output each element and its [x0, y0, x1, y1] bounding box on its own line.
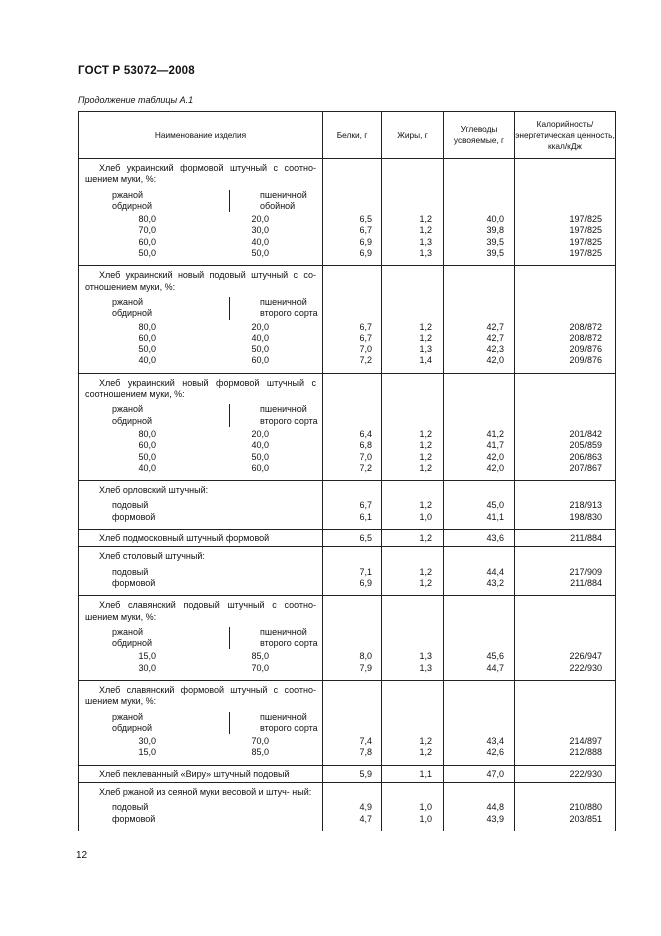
- ratio-left: 30,0: [138, 736, 156, 747]
- ratio-left: 50,0: [138, 451, 156, 462]
- carbs-cell: 42,7: [444, 333, 515, 344]
- protein-cell: 6,5: [323, 214, 382, 225]
- group-title-row: [79, 547, 616, 567]
- ratio-right: 60,0: [251, 355, 269, 366]
- fat-cell: 1,2: [382, 214, 444, 225]
- carbs-cell: 42,6: [444, 747, 515, 765]
- energy-cell: 214/897: [515, 736, 616, 747]
- fat-cell: 1,3: [382, 663, 444, 681]
- ratio-right: 20,0: [251, 214, 269, 225]
- table-row: [79, 429, 616, 440]
- ratio-left: 15,0: [138, 747, 156, 758]
- product-variant: формовой: [112, 577, 156, 588]
- fat-cell: 1,2: [382, 452, 444, 463]
- protein-cell: 6,7: [323, 225, 382, 236]
- product-variant: формовой: [112, 813, 156, 824]
- protein-cell: 6,1: [323, 512, 382, 530]
- energy-cell: 209/876: [515, 355, 616, 373]
- carbs-cell: 43,4: [444, 736, 515, 747]
- product-name: Хлеб столовый штучный:: [99, 551, 205, 562]
- ratio-left: 80,0: [138, 214, 156, 225]
- table-row: [79, 530, 616, 547]
- flour-right-label: пшеничной второго сорта: [229, 404, 318, 427]
- energy-cell: 226/947: [515, 651, 616, 662]
- table-continuation-caption: Продолжение таблицы А.1: [78, 95, 194, 105]
- protein-cell: 6,7: [323, 500, 382, 511]
- product-name: Хлеб украинский формовой штучный с соотно- шением муки, %:: [85, 163, 316, 185]
- ratio-right: 40,0: [251, 236, 269, 247]
- product-variant: формовой: [112, 511, 156, 522]
- header-carbs: Углеводы усвояемые, г: [444, 112, 515, 159]
- flour-right-label: пшеничной обойной: [229, 190, 307, 213]
- fat-cell: 1,3: [382, 651, 444, 662]
- group-title-row: [79, 481, 616, 501]
- protein-cell: 7,2: [323, 463, 382, 481]
- table-row: [79, 333, 616, 344]
- ratio-right: 50,0: [251, 248, 269, 259]
- protein-cell: 7,0: [323, 344, 382, 355]
- carbs-cell: 43,2: [444, 578, 515, 596]
- ratio-right: 50,0: [251, 344, 269, 355]
- table-row: [79, 500, 616, 511]
- flour-left-label: ржаной обдирной: [112, 711, 153, 733]
- flour-left-label: ржаной обдирной: [112, 296, 153, 319]
- fat-cell: 1,2: [382, 567, 444, 578]
- energy-cell: 197/825: [515, 237, 616, 248]
- product-variant: подовый: [112, 802, 149, 813]
- protein-cell: 6,4: [323, 429, 382, 440]
- product-name: Хлеб славянский подовый штучный с соотно- шением муки, %:: [85, 600, 316, 622]
- flour-left-label: ржаной обдирной: [112, 404, 153, 426]
- fat-cell: 1,4: [382, 355, 444, 373]
- ratio-right: 30,0: [251, 225, 269, 236]
- table-row: [79, 814, 616, 831]
- fat-cell: 1,2: [382, 747, 444, 765]
- table-body: [79, 159, 616, 831]
- fat-cell: 1,0: [382, 814, 444, 831]
- ratio-right: 20,0: [251, 428, 269, 439]
- protein-cell: 7,2: [323, 355, 382, 373]
- table-row: [79, 214, 616, 225]
- ratio-left: 80,0: [138, 321, 156, 332]
- product-variant: подовый: [112, 500, 149, 511]
- flour-left-label: ржаной обдирной: [112, 626, 153, 649]
- group-title-row: [79, 159, 616, 215]
- carbs-cell: 42,0: [444, 452, 515, 463]
- ratio-left: 15,0: [138, 651, 156, 662]
- carbs-cell: 39,5: [444, 248, 515, 266]
- carbs-cell: 47,0: [444, 765, 515, 782]
- flour-subheader: [79, 400, 322, 429]
- energy-cell: 198/830: [515, 512, 616, 530]
- energy-cell: 205/859: [515, 440, 616, 451]
- protein-cell: 4,9: [323, 802, 382, 813]
- ratio-left: 40,0: [138, 462, 156, 473]
- table-header-row: [79, 112, 616, 159]
- energy-cell: 208/872: [515, 333, 616, 344]
- table-row: [79, 747, 616, 765]
- carbs-cell: 39,5: [444, 237, 515, 248]
- carbs-cell: 39,8: [444, 225, 515, 236]
- carbs-cell: 42,7: [444, 322, 515, 333]
- table-row: [79, 802, 616, 813]
- energy-cell: 212/888: [515, 747, 616, 765]
- header-fat: Жиры, г: [382, 112, 444, 159]
- table-row: [79, 344, 616, 355]
- ratio-right: 70,0: [251, 662, 269, 673]
- fat-cell: 1,2: [382, 578, 444, 596]
- protein-cell: 6,5: [323, 530, 382, 547]
- protein-cell: 6,9: [323, 578, 382, 596]
- fat-cell: 1,0: [382, 512, 444, 530]
- ratio-left: 60,0: [138, 236, 156, 247]
- energy-cell: 222/930: [515, 663, 616, 681]
- ratio-right: 40,0: [251, 440, 269, 451]
- protein-cell: 4,7: [323, 814, 382, 831]
- fat-cell: 1,2: [382, 225, 444, 236]
- protein-cell: 5,9: [323, 765, 382, 782]
- product-name: Хлеб подмосковный штучный формовой: [99, 533, 270, 544]
- ratio-left: 40,0: [138, 355, 156, 366]
- carbs-cell: 44,7: [444, 663, 515, 681]
- energy-cell: 217/909: [515, 567, 616, 578]
- energy-cell: 197/825: [515, 214, 616, 225]
- header-energy: Калорийность/ энергетическая ценность, ккал/кДж: [515, 112, 616, 159]
- energy-cell: 211/884: [515, 530, 616, 547]
- table-row: [79, 651, 616, 662]
- flour-right-label: пшеничной второго сорта: [229, 712, 318, 735]
- table-row: [79, 567, 616, 578]
- table-row: [79, 765, 616, 782]
- energy-cell: 197/825: [515, 248, 616, 266]
- energy-cell: 209/876: [515, 344, 616, 355]
- product-name: Хлеб пеклеванный «Виру» штучный подовый: [99, 768, 290, 779]
- ratio-left: 80,0: [138, 428, 156, 439]
- protein-cell: 7,8: [323, 747, 382, 765]
- energy-cell: 210/880: [515, 802, 616, 813]
- fat-cell: 1,3: [382, 344, 444, 355]
- table-row: [79, 355, 616, 373]
- carbs-cell: 42,3: [444, 344, 515, 355]
- table-row: [79, 663, 616, 681]
- energy-cell: 201/842: [515, 429, 616, 440]
- header-name: Наименование изделия: [79, 112, 323, 159]
- carbs-cell: 42,0: [444, 463, 515, 481]
- product-name: Хлеб ржаной из сеяной муки весовой и штуч- ный:: [99, 787, 312, 798]
- energy-cell: 203/851: [515, 814, 616, 831]
- protein-cell: 6,9: [323, 237, 382, 248]
- flour-subheader: [79, 708, 322, 737]
- ratio-right: 85,0: [251, 651, 269, 662]
- table-row: [79, 512, 616, 530]
- ratio-right: 85,0: [251, 747, 269, 758]
- product-name: Хлеб украинский новый подовый штучный с со- отношением муки, %:: [85, 270, 316, 292]
- product-name: Хлеб славянский формовой штучный с соотно- шением муки, %:: [85, 684, 316, 707]
- fat-cell: 1,3: [382, 248, 444, 266]
- fat-cell: 1,2: [382, 463, 444, 481]
- ratio-left: 50,0: [138, 248, 156, 259]
- nutrition-table: [78, 111, 616, 831]
- energy-cell: 206/863: [515, 452, 616, 463]
- table-row: [79, 322, 616, 333]
- flour-subheader: [79, 186, 322, 215]
- ratio-left: 60,0: [138, 440, 156, 451]
- carbs-cell: 41,7: [444, 440, 515, 451]
- table-row: [79, 452, 616, 463]
- protein-cell: 6,7: [323, 333, 382, 344]
- table-row: [79, 225, 616, 236]
- carbs-cell: 45,6: [444, 651, 515, 662]
- fat-cell: 1,2: [382, 736, 444, 747]
- energy-cell: 222/930: [515, 765, 616, 782]
- fat-cell: 1,2: [382, 429, 444, 440]
- carbs-cell: 43,9: [444, 814, 515, 831]
- group-title-row: [79, 783, 616, 803]
- product-name: Хлеб орловский штучный:: [99, 485, 209, 496]
- fat-cell: 1,1: [382, 765, 444, 782]
- fat-cell: 1,2: [382, 333, 444, 344]
- product-name: Хлеб украинский новый формовой штучный с соотношением муки, %:: [85, 377, 316, 400]
- protein-cell: 7,9: [323, 663, 382, 681]
- protein-cell: 7,4: [323, 736, 382, 747]
- energy-cell: 207/867: [515, 463, 616, 481]
- table-row: [79, 463, 616, 481]
- flour-left-label: ржаной обдирной: [112, 189, 153, 211]
- page-number: 12: [76, 850, 88, 861]
- ratio-right: 20,0: [251, 321, 269, 332]
- flour-subheader: [79, 623, 322, 652]
- product-variant: подовый: [112, 566, 149, 577]
- flour-subheader: [79, 293, 322, 322]
- carbs-cell: 44,4: [444, 567, 515, 578]
- protein-cell: 7,1: [323, 567, 382, 578]
- table-row: [79, 736, 616, 747]
- ratio-right: 60,0: [251, 462, 269, 473]
- carbs-cell: 41,2: [444, 429, 515, 440]
- flour-right-label: пшеничной второго сорта: [229, 627, 318, 650]
- carbs-cell: 44,8: [444, 802, 515, 813]
- ratio-right: 70,0: [251, 736, 269, 747]
- protein-cell: 7,0: [323, 452, 382, 463]
- protein-cell: 6,9: [323, 248, 382, 266]
- group-title-row: [79, 596, 616, 652]
- ratio-right: 50,0: [251, 451, 269, 462]
- group-title-row: [79, 680, 616, 736]
- table-row: [79, 578, 616, 596]
- fat-cell: 1,2: [382, 440, 444, 451]
- table-row: [79, 440, 616, 451]
- ratio-left: 60,0: [138, 332, 156, 343]
- table-row: [79, 237, 616, 248]
- fat-cell: 1,0: [382, 802, 444, 813]
- ratio-left: 70,0: [138, 225, 156, 236]
- energy-cell: 208/872: [515, 322, 616, 333]
- energy-cell: 211/884: [515, 578, 616, 596]
- group-title-row: [79, 266, 616, 322]
- ratio-left: 50,0: [138, 344, 156, 355]
- fat-cell: 1,2: [382, 530, 444, 547]
- protein-cell: 8,0: [323, 651, 382, 662]
- carbs-cell: 45,0: [444, 500, 515, 511]
- header-protein: Белки, г: [323, 112, 382, 159]
- table-row: [79, 248, 616, 266]
- protein-cell: 6,7: [323, 322, 382, 333]
- flour-right-label: пшеничной второго сорта: [229, 297, 318, 320]
- energy-cell: 197/825: [515, 225, 616, 236]
- ratio-right: 40,0: [251, 332, 269, 343]
- document-header: ГОСТ Р 53072—2008: [78, 65, 195, 77]
- energy-cell: 218/913: [515, 500, 616, 511]
- fat-cell: 1,2: [382, 322, 444, 333]
- carbs-cell: 42,0: [444, 355, 515, 373]
- carbs-cell: 41,1: [444, 512, 515, 530]
- fat-cell: 1,3: [382, 237, 444, 248]
- fat-cell: 1,2: [382, 500, 444, 511]
- carbs-cell: 43,6: [444, 530, 515, 547]
- ratio-left: 30,0: [138, 662, 156, 673]
- carbs-cell: 40,0: [444, 214, 515, 225]
- group-title-row: [79, 373, 616, 429]
- protein-cell: 6,8: [323, 440, 382, 451]
